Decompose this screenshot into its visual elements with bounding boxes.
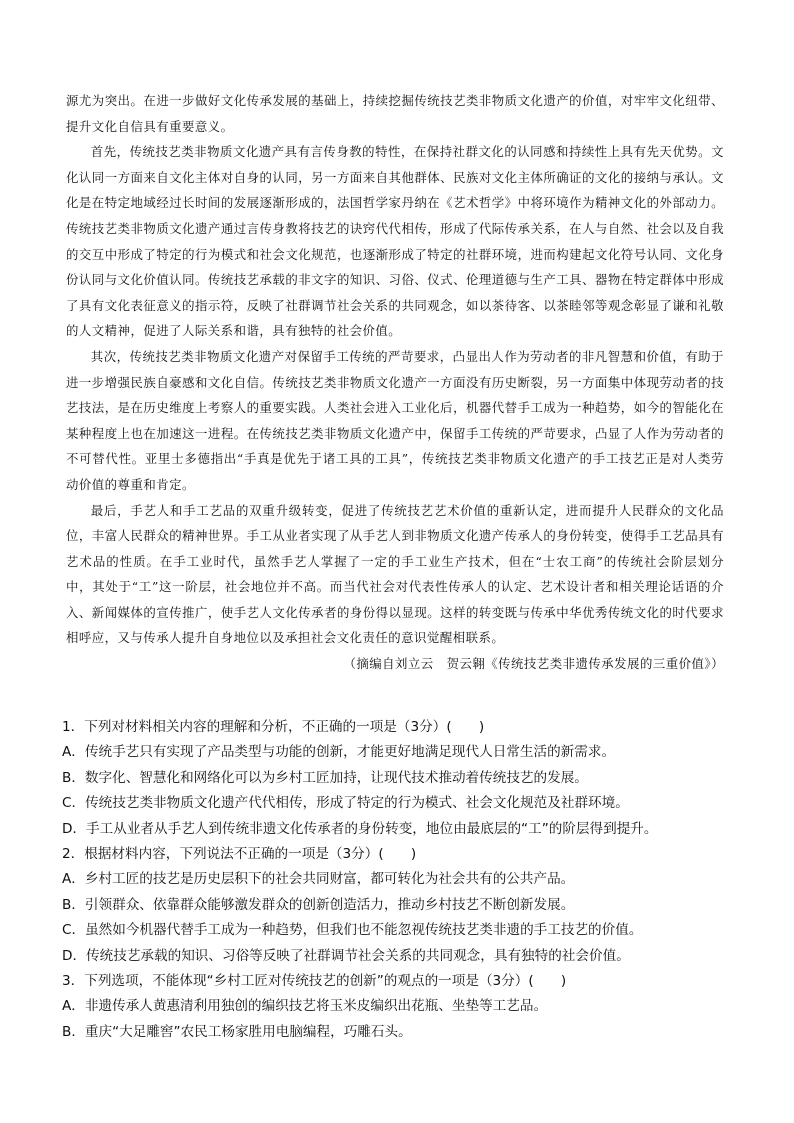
reading-passage — [66, 88, 724, 677]
passage-paragraph: 源尤为突出。在进一步做好文化传承发展的基础上，持续挖掘传统技艺类非物质文化遗产的价值，对牢牢文化纽带、提升文化自信具有重要意义。 — [66, 93, 724, 134]
passage-source: （摘编自刘立云 贺云翱《传统技艺类非遗传承发展的三重价值》） — [343, 656, 724, 672]
question-1-option-b: B．数字化、智慧化和网络化可以为乡村工匠加持，让现代技术推动着传统技艺的发展。 — [62, 769, 588, 786]
question-1-option-a: A．传统手艺只有实现了产品类型与功能的创新，才能更好地满足现代人日常生活的新需求。 — [62, 744, 616, 761]
question-2-option-c: C．虽然如今机器代替手工成为一种趋势，但我们也不能忽视传统技艺类非遗的手工技艺的价值。 — [62, 922, 643, 939]
question-2-option-d: D．传统技艺承载的知识、习俗等反映了社群调节社会关系的共同观念，具有独特的社会价值。 — [62, 947, 630, 964]
question-1-option-c: C．传统技艺类非物质文化遗产代代相传，形成了特定的行为模式、社会文化规范及社群环境。 — [62, 795, 629, 812]
question-3-stem: 3．下列选项，不能体现“乡村工匠对传统技艺的创新”的观点的一项是（3分）( ) — [62, 973, 567, 990]
question-2-stem: 2．根据材料内容，下列说法不正确的一项是（3分）( ) — [62, 846, 417, 863]
passage-paragraph: 首先，传统技艺类非物质文化遗产具有言传身教的特性，在保持社群文化的认同感和持续性上具有先天优势。文化认同一方面来自文化主体对自身的认同，另一方面来自其他群体、民族对文化主体所确证的文化的接纳与承认。文化是在特定地域经过长时间的发展逐渐形成的，法国哲学家丹纳在《艺术哲学》中将环境作为精神文化的外部动力。传统技艺类非物质文化遗产通过言传身教将技艺的诀窍代代相传，形成了代际传承关系，在人与自然、社会以及自我的交互中形成了特定的行为模式和社会文化规范，也逐渐形成了特定的社群环境，进而构建起文化符号认同、文化身份认同与文化价值认同。传统技艺承载的非文字的知识、习俗、仪式、伦理道德与生产工具、器物在特定群体中形成了具有文化表征意义的指示符，反映了社群调节社会关系的共同观念，如以茶待客、以茶睦邻等观念彰显了谦和礼敬的人文精神，促进了人际关系和谐，具有独特的社会价值。 — [66, 144, 724, 339]
question-1-option-d: D．手工从业者从手艺人到传统非遗文化传承者的身份转变，地位由最底层的“工”的阶层得到提升。 — [62, 820, 658, 837]
question-2-option-a: A．乡村工匠的技艺是历史层积下的社会共同财富，都可转化为社会共有的公共产品。 — [62, 871, 575, 888]
question-1-stem: 1．下列对材料相关内容的理解和分析，不正确的一项是（3分）( ) — [62, 719, 485, 735]
question-2-option-b: B．引领群众、依靠群众能够激发群众的创新创造活力，推动乡村技艺不断创新发展。 — [62, 896, 575, 913]
passage-paragraph: 最后，手艺人和手工艺品的双重升级转变，促进了传统技艺艺术价值的重新认定，进而提升人民群众的文化品位，丰富人民群众的精神世界。手工从业者实现了从手艺人到非物质文化遗产传承人的身份转变，使得手工艺品具有艺术品的性质。在手工业时代，虽然手艺人掌握了一定的手工业生产技术，但在“士农工商”的传统社会阶层划分中，其处于“工”这一阶层，社会地位并不高。而当代社会对代表性传承人的认定、艺术设计者和相关理论话语的介入、新闻媒体的宣传推广，使手艺人文化传承者的身份得以显现。这样的转变既与传承中华优秀传统文化的时代要求相呼应，又与传承人提升自身地位以及承担社会文化责任的意识觉醒相联系。 — [66, 502, 724, 646]
question-list — [62, 715, 732, 1045]
passage-paragraph: 其次，传统技艺类非物质文化遗产对保留手工传统的严苛要求，凸显出人作为劳动者的非凡智慧和价值，有助于进一步增强民族自豪感和文化自信。传统技艺类非物质文化遗产一方面没有历史断裂，另一方面集中体现劳动者的技艺技法，是在历史维度上考察人的重要实践。人类社会进入工业化后，机器代替手工成为一种趋势，如今的智能化在某种程度上也在加速这一进程。在传统技艺类非物质文化遗产中，保留手工传统的严苛要求，凸显了人作为劳动者的不可替代性。亚里士多德指出“手真是优先于诸工具的工具”，传统技艺类非物质文化遗产的手工技艺正是对人类劳动价值的尊重和肯定。 — [66, 348, 724, 492]
question-3-option-b: B．重庆“大足雕窖”农民工杨家胜用电脑编程，巧雕石头。 — [62, 1023, 412, 1040]
question-3-option-a: A．非遗传承人黄惠清利用独创的编织技艺将玉米皮编织出花瓶、坐垫等工艺品。 — [62, 998, 548, 1015]
